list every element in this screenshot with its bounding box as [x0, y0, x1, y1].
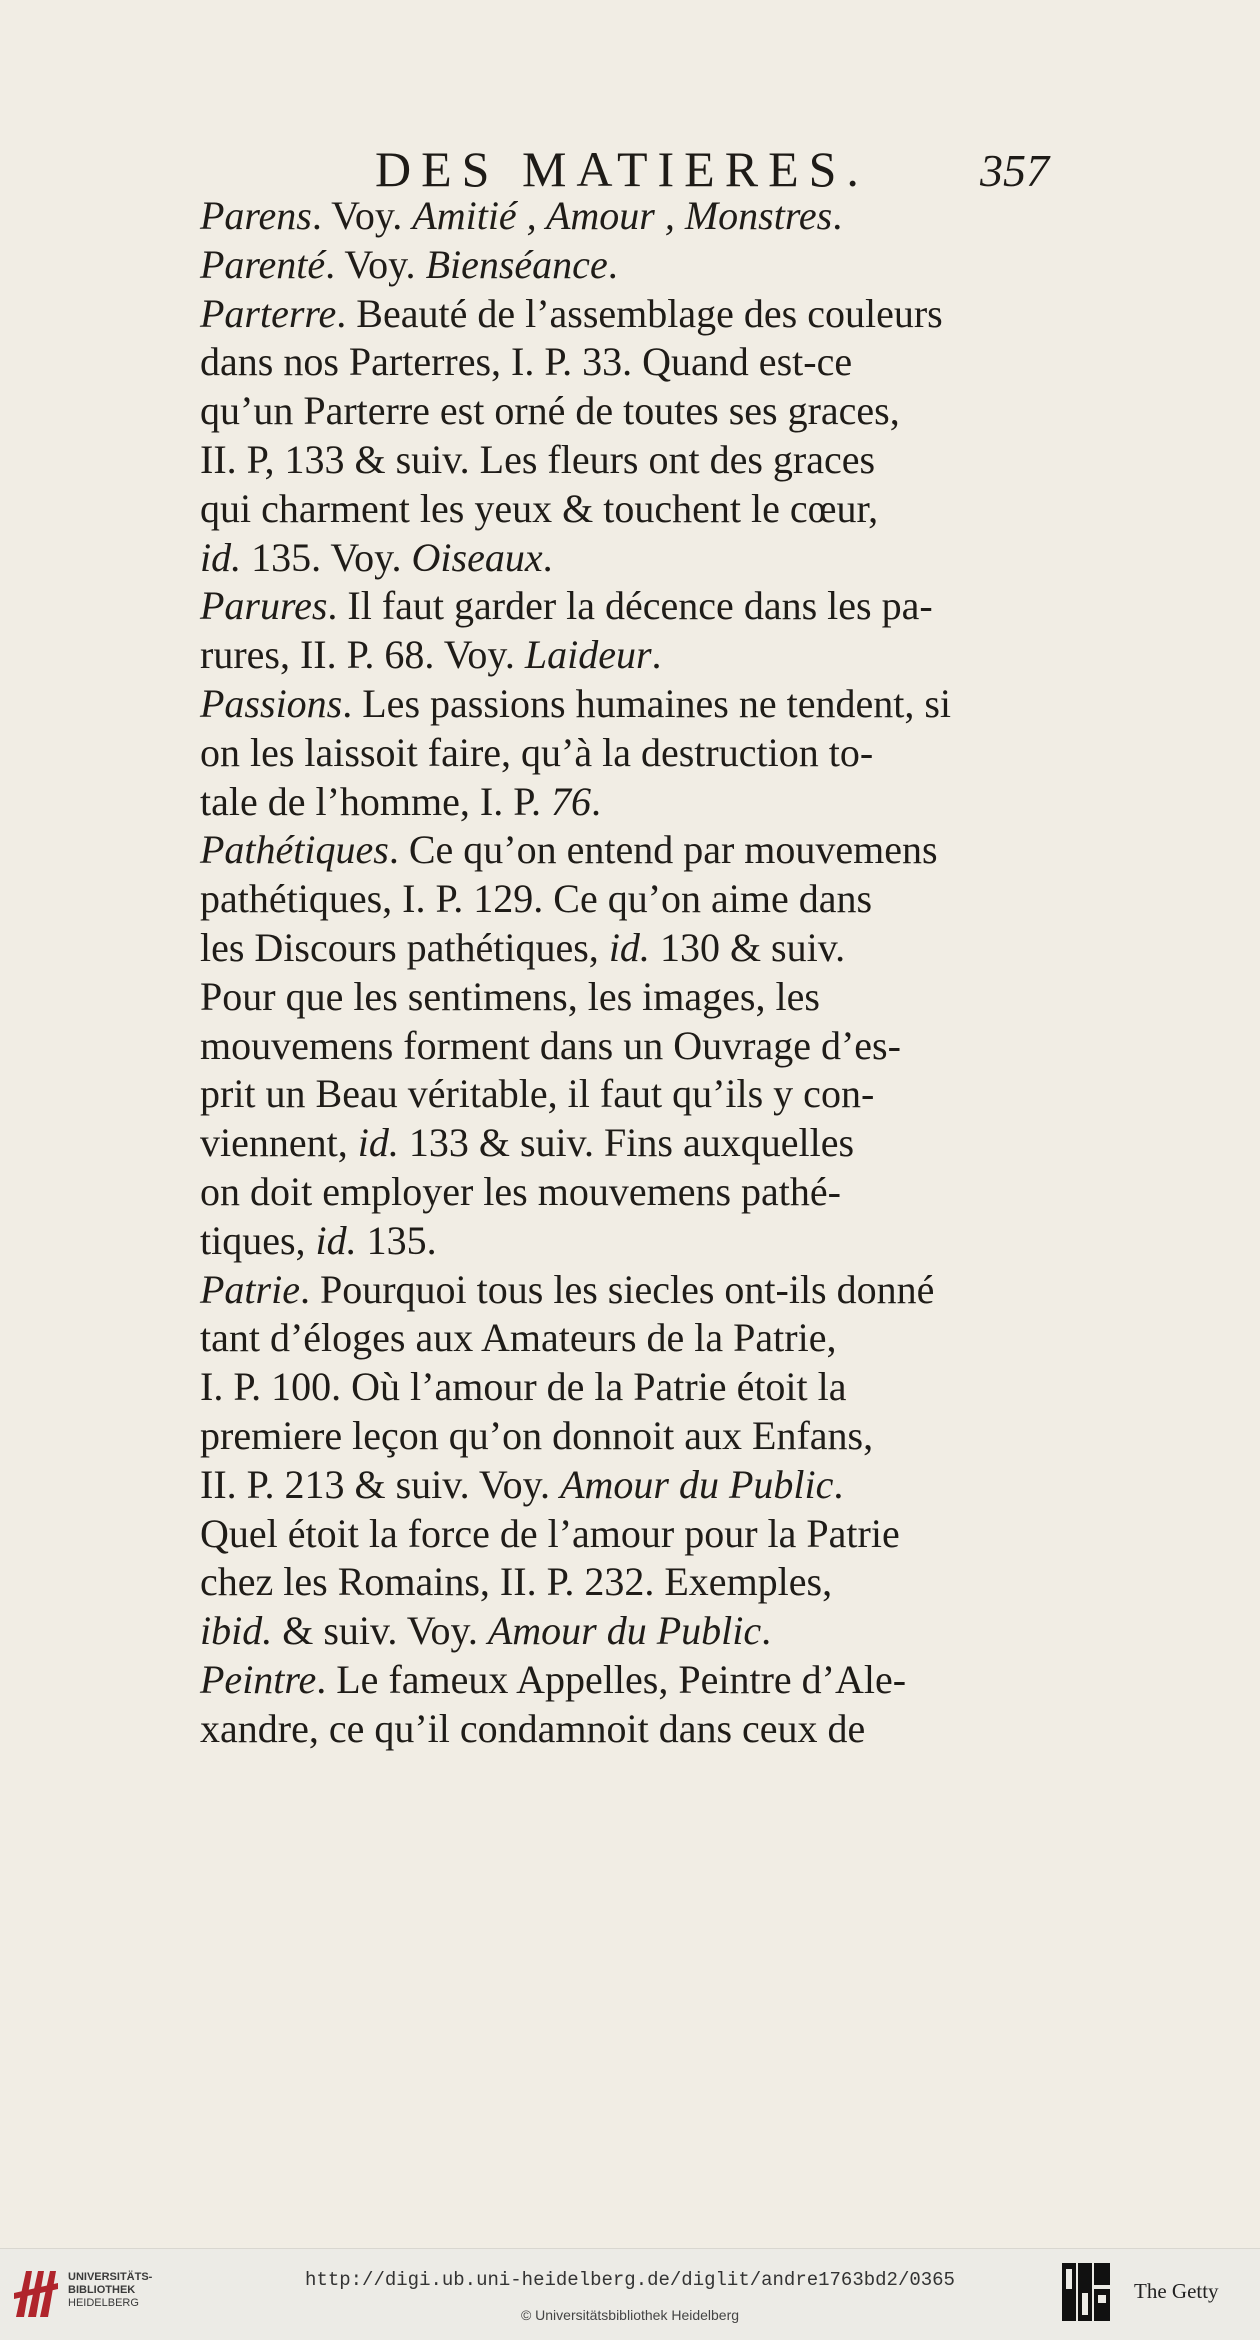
text-line	[200, 192, 1080, 241]
text-line	[200, 1705, 1080, 1754]
italic-term: 76	[551, 778, 592, 824]
index-entry	[200, 290, 1080, 583]
text-line	[200, 290, 1080, 339]
italic-term: Amour du Public	[487, 1608, 762, 1654]
text-line	[200, 1363, 1080, 1412]
text-run: mouvemens forment dans un Ouvrage d’es-	[200, 1022, 901, 1068]
text-line	[200, 1412, 1080, 1461]
italic-term: ibid.	[200, 1608, 273, 1654]
text-line	[200, 631, 1080, 680]
text-run: Quel étoit la force de l’amour pour la Patrie	[200, 1510, 900, 1556]
text-line	[200, 1314, 1080, 1363]
text-run: .	[833, 1461, 844, 1507]
index-entry	[200, 1266, 1080, 1656]
text-line	[200, 680, 1080, 729]
italic-term: Amitié , Amour , Monstres	[412, 193, 833, 238]
text-line	[200, 875, 1080, 924]
partner-name: The Getty	[1134, 2279, 1219, 2303]
text-run: . Les passions humaines ne tendent, si	[342, 680, 952, 726]
text-line	[200, 973, 1080, 1022]
text-line	[200, 1266, 1080, 1315]
italic-term: id.	[357, 1120, 399, 1166]
text-run: . Voy.	[311, 193, 413, 238]
text-run: qu’un Parterre est orné de toutes ses graces,	[200, 388, 900, 434]
text-line	[200, 826, 1080, 875]
text-line	[200, 338, 1080, 387]
italic-term: Bienséance	[425, 241, 608, 287]
text-run: prit un Beau véritable, il faut qu’ils y con-	[200, 1071, 875, 1117]
italic-term: id.	[200, 534, 242, 580]
italic-term: Parterre	[200, 290, 337, 336]
italic-term: Laideur	[524, 632, 652, 678]
text-line	[200, 485, 1080, 534]
text-line	[200, 1217, 1080, 1266]
text-run: 133 & suiv. Fins auxquelles	[398, 1120, 855, 1166]
text-line	[200, 1656, 1080, 1705]
text-run: Pour que les sentimens, les images, les	[200, 973, 820, 1019]
italic-term: Peintre	[200, 1656, 317, 1702]
text-run: & suiv. Voy.	[272, 1608, 488, 1654]
text-line	[200, 1461, 1080, 1510]
text-run: xandre, ce qu’il condamnoit dans ceux de	[200, 1705, 866, 1751]
text-line	[200, 1022, 1080, 1071]
text-line	[200, 582, 1080, 631]
text-line	[200, 1070, 1080, 1119]
text-run: 135.	[356, 1217, 437, 1263]
text-line	[200, 924, 1080, 973]
text-run: tant d’éloges aux Amateurs de la Patrie,	[200, 1315, 837, 1361]
library-name-line: UNIVERSITÄTS-	[68, 2271, 153, 2283]
text-line	[200, 1558, 1080, 1607]
index-entry	[200, 680, 1080, 826]
text-line	[200, 778, 1080, 827]
text-run: .	[542, 534, 553, 580]
text-line	[200, 1607, 1080, 1656]
italic-term: Parenté	[200, 241, 326, 287]
library-name-line: BIBLIOTHEK	[68, 2284, 136, 2296]
index-entry	[200, 582, 1080, 680]
text-run: chez les Romains, II. P. 232. Exemples,	[200, 1559, 833, 1605]
getty-logo-icon	[1060, 2261, 1112, 2323]
text-line	[200, 534, 1080, 583]
italic-term: id.	[315, 1217, 357, 1263]
italic-term: Parures	[200, 583, 328, 629]
text-run: I. P. 100. Où l’amour de la Patrie étoit la	[200, 1364, 847, 1410]
text-run: .	[607, 241, 618, 287]
text-line	[200, 436, 1080, 485]
text-run: on les laissoit faire, qu’à la destruction to-	[200, 729, 874, 775]
italic-term: id.	[608, 924, 650, 970]
italic-term: Oiseaux	[411, 534, 543, 580]
text-run: . Pourquoi tous les siecles ont-ils donné	[299, 1266, 935, 1312]
text-run: 130 & suiv.	[649, 924, 846, 970]
text-run: II. P, 133 & suiv. Les fleurs ont des graces	[200, 436, 876, 482]
index-entry	[200, 826, 1080, 1265]
text-run: dans nos Parterres, I. P. 33. Quand est-ce	[200, 339, 853, 385]
text-line	[200, 1119, 1080, 1168]
text-run: .	[832, 193, 843, 238]
text-run: . Il faut garder la décence dans les pa-	[327, 583, 933, 629]
index-entry	[200, 241, 1080, 290]
italic-term: Parens	[200, 193, 312, 238]
text-run: pathétiques, I. P. 129. Ce qu’on aime dans	[200, 876, 873, 922]
permalink-url[interactable]: http://digi.ub.uni-heidelberg.de/diglit/andre1763bd2/0365	[305, 2269, 955, 2291]
italic-term: Patrie	[200, 1266, 300, 1312]
text-run: premiere leçon qu’on donnoit aux Enfans,	[200, 1412, 874, 1458]
index-entry	[200, 1656, 1080, 1754]
italic-term: Passions	[200, 680, 343, 726]
text-run: 135. Voy.	[241, 534, 412, 580]
text-line	[200, 1168, 1080, 1217]
text-run: les Discours pathétiques,	[200, 924, 609, 970]
text-run: tiques,	[200, 1217, 316, 1263]
text-run: qui charment les yeux & touchent le cœur,	[200, 485, 879, 531]
copyright-notice: © Universitätsbibliothek Heidelberg	[520, 2307, 740, 2323]
text-run: viennent,	[200, 1120, 358, 1166]
text-run: tale de l’homme, I. P.	[200, 778, 552, 824]
page-number: 357	[980, 145, 1049, 196]
text-line	[200, 387, 1080, 436]
text-run: II. P. 213 & suiv. Voy.	[200, 1461, 561, 1507]
italic-term: Amour du Public	[560, 1461, 834, 1507]
text-run: . Beauté de l’assemblage des couleurs	[336, 290, 943, 336]
running-title: DES MATIERES.	[375, 141, 869, 197]
index-entry	[200, 192, 1080, 241]
text-line	[200, 241, 1080, 290]
text-run: .	[651, 632, 662, 678]
footer-bar	[0, 2248, 1260, 2340]
text-line	[200, 729, 1080, 778]
text-run: . Le fameux Appelles, Peintre d’Ale-	[316, 1656, 907, 1702]
index-text	[200, 192, 1080, 1754]
text-run: . Voy.	[325, 241, 426, 287]
library-name-line: HEIDELBERG	[68, 2297, 139, 2309]
text-run: .	[761, 1608, 772, 1654]
text-run: on doit employer les mouvemens pathé-	[200, 1168, 841, 1214]
text-line	[200, 1510, 1080, 1559]
italic-term: Pathétiques	[200, 827, 389, 873]
text-run: rures, II. P. 68. Voy.	[200, 632, 525, 678]
text-run: . Ce qu’on entend par mouvemens	[388, 827, 938, 873]
text-run: .	[591, 778, 602, 824]
